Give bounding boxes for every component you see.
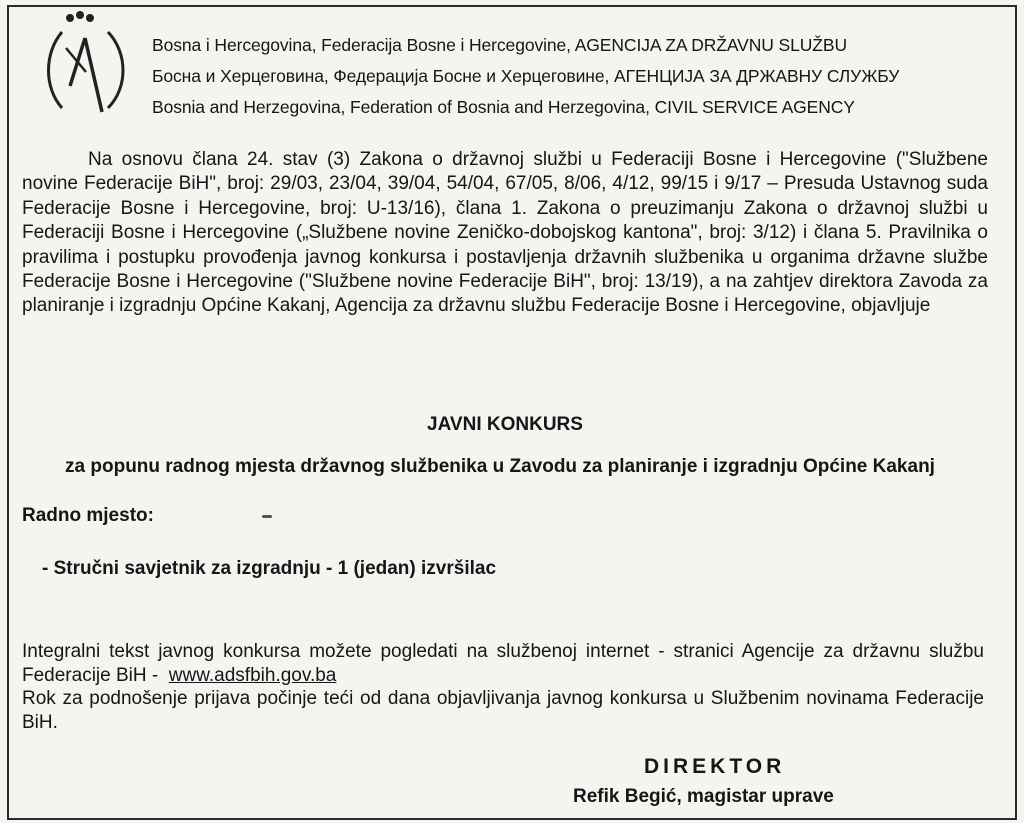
position-label: Radno mjesto: [22,505,154,526]
header-line-cyrillic: Босна и Херцеговина, Федерација Босне и Херцеговине, АГЕНЦИЈА ЗА ДРЖАВНУ СЛУЖБУ [152,66,900,86]
footer-deadline: Rok za podnošenje prijava počinje teći od dana objavljivanja javnog konkursa u Službenim novinama Federacije BiH. [22,688,984,733]
header-line-latin: Bosna i Hercegovina, Federacija Bosne i Hercegovine, AGENCIJA ZA DRŽAVNU SLUŽBU [152,35,847,55]
position-item: - Stručni savjetnik za izgradnju - 1 (jedan) izvršilac [42,558,497,579]
agency-logo [40,8,136,120]
footer-text [22,640,984,734]
document-subtitle: za popunu radnog mjesta državnog službenika u Zavodu za planiranje i izgradnju Općine Kakanj [65,456,935,477]
director-title: DIREKTOR [644,755,786,778]
document-title: JAVNI KONKURS [427,414,583,435]
intro-paragraph [22,148,988,319]
agency-website-link[interactable]: www.adsfbih.gov.ba [168,664,337,686]
agency-header [152,30,992,123]
intro-text: Na osnovu člana 24. stav (3) Zakona o državnoj službi u Federaciji Bosne i Hercegovine ("Službene novine Federacije BiH", broj: 29/03, 23/04, 39/04, 54/04, 67/05, 8/06, 4/12, 99/15 i 9/17 – Presuda Ustavnog suda Federacije Bosne i Hercegovine, broj: U-13/16), člana 1. Zakona o preuzimanju Zakona o državnoj službi u Federaciji Bosne i Hercegovine („Službene novine Zeničko-dobojskog kantona", broj: 3/12) i člana 5. Pravilnika o pravilima i postupku provođenja javnog konkursa i postavljenja državnih službenika u organima državne službe Federacije Bosne i Hercegovine ("Službene novine Federacije BiH", broj: 13/19), a na zahtjev direktora Zavoda za planiranje i izgradnju Općine Kakanj, Agencija za državnu službu Federacije Bosne i Hercegovine, objavljuje [22,149,988,317]
footer-info [22,640,984,687]
header-line-english: Bosnia and Herzegovina, Federation of Bosnia and Herzegovina, CIVIL SERVICE AGENCY [152,97,855,117]
stray-mark [262,515,272,518]
footer-info-text: Integralni tekst javnog konkursa možete pogledati na službenoj internet - stranici Agencije za državnu službu Federacije BiH - [22,641,984,686]
director-name: Refik Begić, magistar uprave [573,786,834,807]
